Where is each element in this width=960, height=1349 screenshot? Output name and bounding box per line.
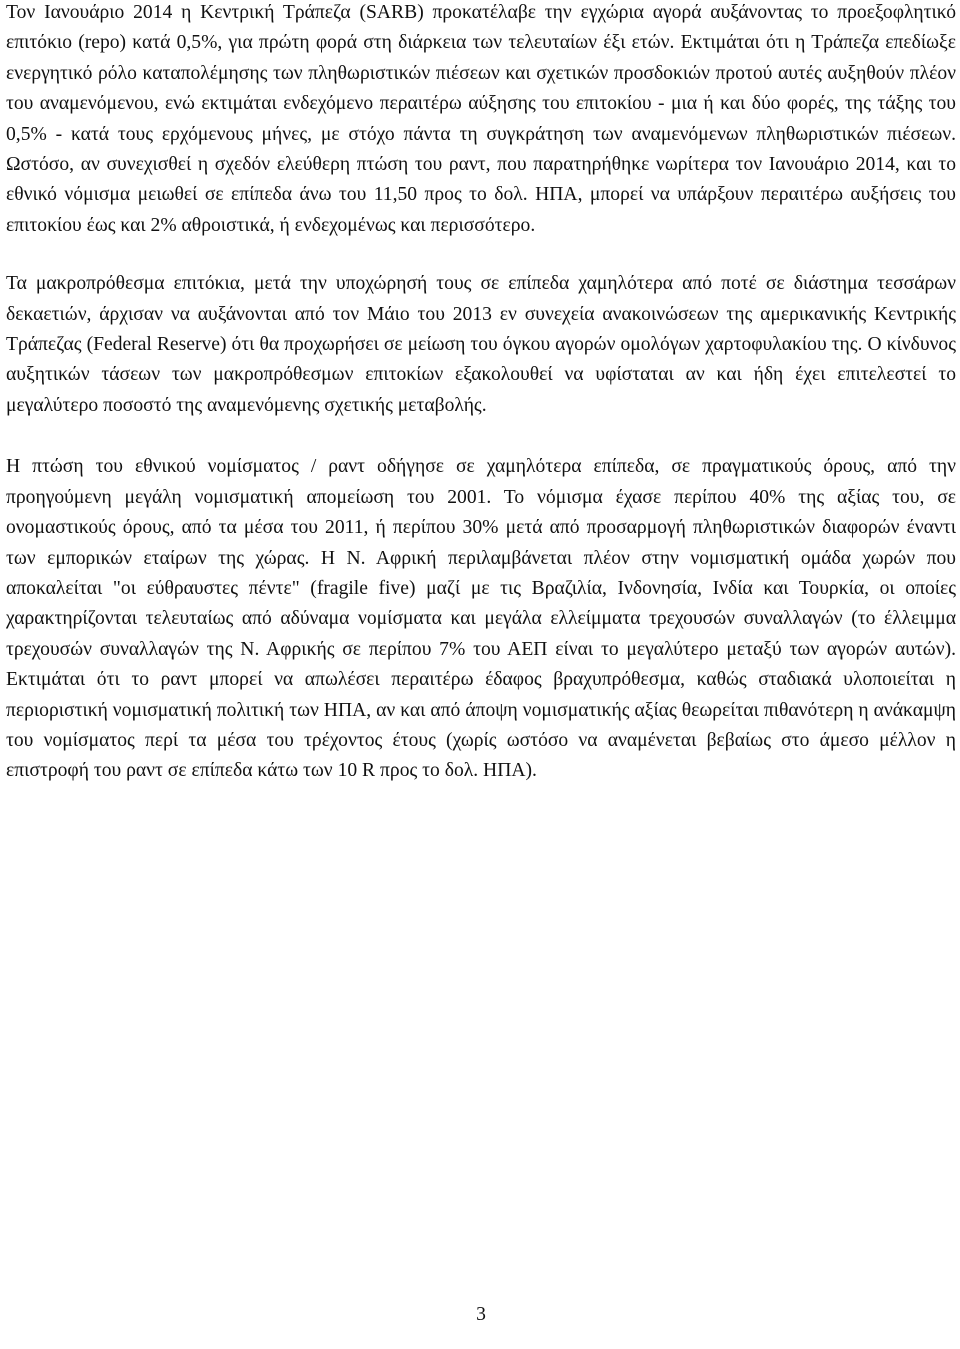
paragraph-long-term-rates: Τα μακροπρόθεσμα επιτόκια, μετά την υποχώρησή τους σε επίπεδα χαμηλότερα από ποτέ σε διάστημα τεσσάρων δεκαετιών, άρχισαν να αυξάνονται από τον Μάιο του 2013 εν συνεχεία ανακοινώσεων της αμερικανικής Κεντρικής Τράπεζας (Federal Reserve) ότι θα προχωρήσει σε μείωση του όγκου αγορών ομολόγων χαρτοφυλακίου της. Ο κίνδυνος αυξητικών τάσεων των μακροπρόθεσμων επιτοκίων εξακολουθεί να υφίσταται αν και ήδη έχει επιτελεστεί το μεγαλύτερο ποσοστό της αναμενόμενης σχετικής μεταβολής. [6,273,956,416]
page-number: 3 [476,1304,486,1325]
paragraph-rand-depreciation: Η πτώση του εθνικού νομίσματος / ραντ οδήγησε σε χαμηλότερα επίπεδα, σε πραγματικούς όρους, από την προηγούμενη μεγάλη νομισματική απομείωση του 2001. Το νόμισμα έχασε περίπου 40% της αξίας του, σε ονομαστικούς όρους, από τα μέσα του 2011, ή περίπου 30% μετά από προσαρμογή πληθωριστικών διαφορών έναντι των εμπορικών εταίρων της χώρας. Η Ν. Αφρική περιλαμβάνεται πλέον στην νομισματική ομάδα χωρών που αποκαλείται "οι εύθραυστες πέντε" (fragile five) μαζί με τις Βραζιλία, Ινδονησία, Ινδία και Τουρκία, οι οποίες χαρακτηρίζονται τελευταίως από αδύναμα νομίσματα και μεγάλα ελλείμματα τρεχουσών συναλλαγών (το έλλειμμα τρεχουσών συναλλαγών της Ν. Αφρικής σε περίπου 7% του ΑΕΠ είναι το μεγαλύτερο μεταξύ των αγορών αυτών). Εκτιμάται ότι το ραντ μπορεί να απωλέσει περαιτέρω έδαφος βραχυπρόθεσμα, καθώς σταδιακά υλοποιείται η περιοριστική νομισματική πολιτική των ΗΠΑ, αν και από άποψη νομισματικής αξίας θεωρείται πιθανότερη η ανάκαμψη του νομίσματος περί τα μέσα του τρέχοντος έτους (χωρίς ωστόσο να αναμένεται βεβαίως στο άμεσο μέλλον η επιστροφή του ραντ σε επίπεδα κάτω των 10 R προς το δολ. ΗΠΑ). [6,456,956,782]
paragraph-sarb-repo-rate: Τον Ιανουάριο 2014 η Κεντρική Τράπεζα (SARB) προκατέλαβε την εγχώρια αγορά αυξάνοντας το προεξοφλητικό επιτόκιο (repo) κατά 0,5%, για πρώτη φορά στη διάρκεια των τελευταίων έξι ετών. Εκτιμάται ότι η Τράπεζα επεδίωξε ενεργητικό ρόλο καταπολέμησης των πληθωριστικών πιέσεων και σχετικών προσδοκιών προτού αυτές αυξηθούν πλέον του αναμενόμενου, ενώ εκτιμάται ενδεχόμενο περαιτέρω αύξησης του επιτοκίου - μια ή και δύο φορές, της τάξης του 0,5% - κατά τους ερχόμενους μήνες, με στόχο πάντα τη συγκράτηση των αναμενόμενων πληθωριστικών πιέσεων. Ωστόσο, αν συνεχισθεί η σχεδόν ελεύθερη πτώση του ραντ, που παρατηρήθηκε νωρίτερα τον Ιανουάριο 2014, και το εθνικό νόμισμα μειωθεί σε επίπεδα άνω του 11,50 προς το δολ. ΗΠΑ, μπορεί να υπάρξουν περαιτέρω αυξήσεις του επιτοκίου έως και 2% αθροιστικά, ή ενδεχομένως και περισσότερο. [6,2,956,236]
document-page [6,0,956,1349]
